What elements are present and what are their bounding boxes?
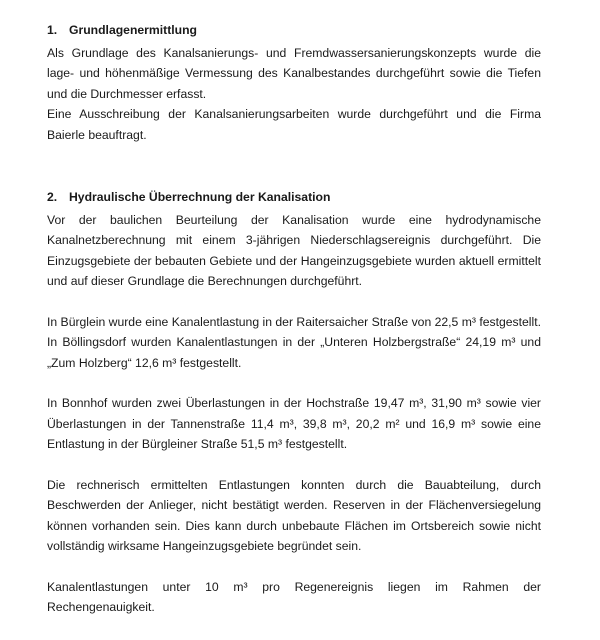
- paragraph: Kanalentlastungen unter 10 m³ pro Regenereignis liegen im Rahmen der Rechengenauigkeit.: [47, 579, 541, 614]
- section-heading: [47, 20, 541, 41]
- document-page: [47, 20, 541, 618]
- paragraph-gap: [47, 557, 541, 577]
- paragraph-gap: [47, 292, 541, 312]
- paragraph: Als Grundlage des Kanalsanierungs- und Fremdwassersanierungskonzepts wurde die lage- und höhenmäßige Vermessung des Kanalbestandes durchgeführt sowie die Tiefen und die Durchmesser erfasst.: [47, 45, 541, 101]
- section-heading: [47, 187, 541, 208]
- paragraph: In Bonnhof wurden zwei Überlastungen in der Hochstraße 19,47 m³, 31,90 m³ sowie vier Überlastungen in der Tannenstraße 11,4 m³, 39,8 m³, 20,2 m² und 16,9 m³ sowie eine Entlastung in der Bürgleiner Straße 51,5 m³ festgestellt.: [47, 396, 541, 451]
- section-hydraulische-ueberrechnung: [47, 187, 541, 618]
- section-grundlagenermittlung: [47, 20, 541, 145]
- section-number: 1.: [47, 23, 58, 37]
- paragraph: Die rechnerisch ermittelten Entlastungen konnten durch die Bauabteilung, durch Beschwerden der Anlieger, nicht bestätigt werden. Reserven in der Flächenversiegelung können vorhanden sein. Dies kann durch unbebaute Flächen im Ortsbereich sowie nicht vollständig wirksame Hangeinzugsgebiete begründet sein.: [47, 477, 541, 553]
- paragraph: Eine Ausschreibung der Kanalsanierungsarbeiten wurde durchgeführt und die Firma Baierle beauftragt.: [47, 107, 541, 142]
- paragraph: Vor der baulichen Beurteilung der Kanalisation wurde eine hydrodynamische Kanalnetzberechnung mit einem 3-jährigen Niederschlagsereignis durchgeführt. Die Einzugsgebiete der bebauten Gebiete und der Hangeinzugsgebiete wurden aktuell ermittelt und auf dieser Grundlage die Berechnungen durchgeführt.: [47, 212, 541, 288]
- section-title: Grundlagenermittlung: [69, 23, 197, 37]
- section-title: Hydraulische Überrechnung der Kanalisation: [69, 190, 331, 204]
- paragraph-gap: [47, 455, 541, 475]
- paragraph-gap: [47, 373, 541, 393]
- paragraph: In Bürglein wurde eine Kanalentlastung in der Raitersaicher Straße von 22,5 m³ festgestellt. In Böllingsdorf wurden Kanalentlastungen in der „Unteren Holzbergstraße“ 24,19 m³ und „Zum Holzberg“ 12,6 m³ festgestellt.: [47, 314, 541, 370]
- section-number: 2.: [47, 190, 58, 204]
